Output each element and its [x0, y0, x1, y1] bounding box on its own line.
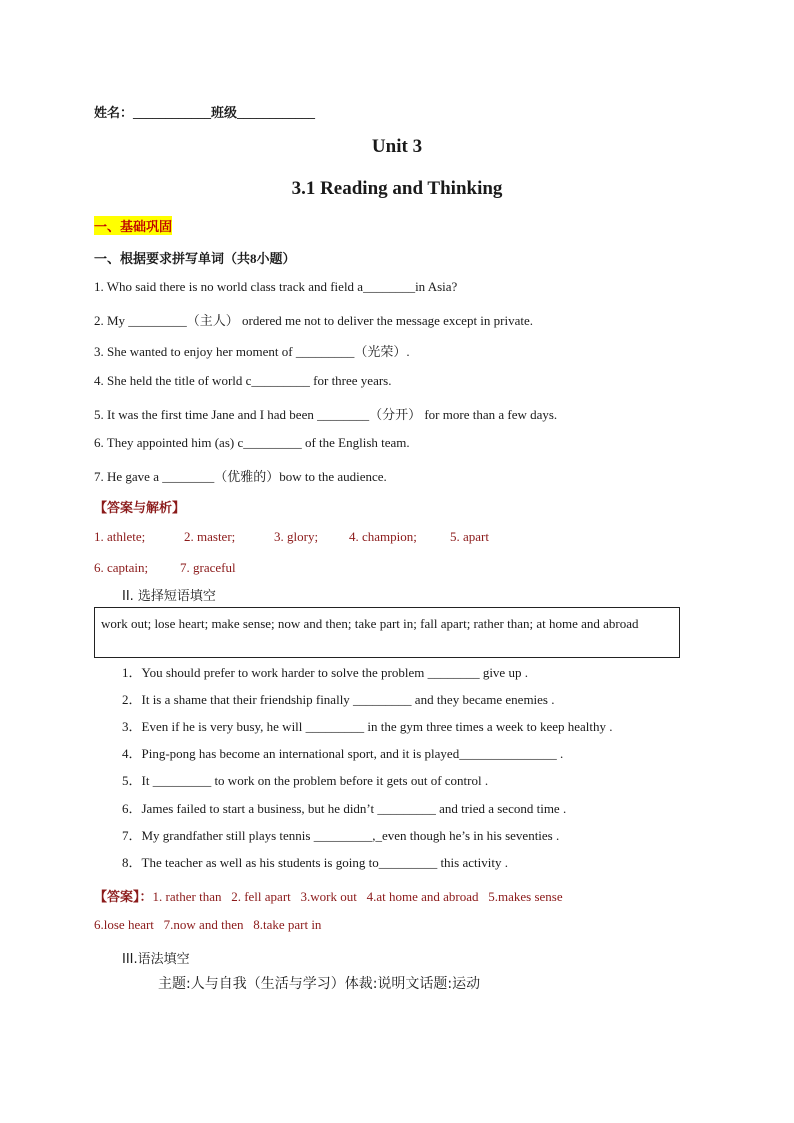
answer-1: 1. athlete;: [94, 529, 146, 544]
answer-analysis-label: 【答案与解析】: [94, 500, 186, 515]
phrase-box: [94, 607, 680, 658]
question-4: 4. She held the title of world c_________ for three years.: [94, 373, 392, 388]
unit-title: Unit 3: [371, 136, 423, 157]
lesson-title: 3.1 Reading and Thinking: [291, 178, 503, 199]
phrase-question-6: 6．James failed to start a business, but he didn’t _________ and tried a second time .: [122, 801, 567, 816]
phrase-question-5: 5．It _________ to work on the problem before it gets out of control .: [122, 773, 489, 788]
question-3: 3. She wanted to enjoy her moment of _________（光荣）.: [94, 344, 410, 359]
phrase-question-3: 3．Even if he is very busy, he will _________ in the gym three times a week to keep healthy .: [122, 719, 613, 734]
question-1: 1. Who said there is no world class track and field a________in Asia?: [94, 279, 458, 294]
answer-label: 【答案】：: [94, 889, 153, 904]
phrase-answers-line-1: [94, 886, 563, 905]
answer-3: 3. glory;: [274, 529, 319, 544]
question-7: 7. He gave a ________（优雅的）bow to the audience.: [94, 469, 387, 484]
answer-7: 7. graceful: [180, 560, 236, 575]
question-2: 2. My _________（主人） ordered me not to deliver the message except in private.: [94, 313, 534, 328]
phrase-answers-line-2: 6.lose heart 7.now and then 8.take part in: [94, 917, 322, 932]
phrase-answers-1-5: 1. rather than 2. fell apart 3.work out 4.at home and abroad 5.makes sense: [152, 889, 563, 904]
section2-title: II. 选择短语填空: [122, 589, 216, 604]
answer-4: 4. champion;: [349, 529, 417, 544]
question-6: 6. They appointed him (as) c_________ of the English team.: [94, 435, 410, 450]
answer-5: 5. apart: [450, 529, 489, 544]
answer-6: 6. captain;: [94, 560, 149, 575]
phrase-question-7: 7．My grandfather still plays tennis _________,_even though he’s in his seventies .: [122, 828, 560, 843]
answer-2: 2. master;: [184, 529, 236, 544]
phrase-question-2: 2．It is a shame that their friendship finally _________ and they became enemies .: [122, 692, 555, 707]
section3-subtitle: 主题:人与自我（生活与学习）体裁:说明文话题:运动: [158, 976, 481, 992]
section3-title: III.语法填空: [122, 952, 190, 967]
phrase-question-1: 1．You should prefer to work harder to solve the problem ________ give up .: [122, 665, 528, 680]
part1-title: 一、根据要求拼写单词（共8小题）: [94, 251, 296, 266]
question-5: 5. It was the first time Jane and I had been ________（分开） for more than a few days.: [94, 407, 558, 422]
phrase-list: work out; lose heart; make sense; now and then; take part in; fall apart; rather than; at home and abroad: [101, 616, 639, 631]
phrase-question-4: 4．Ping-pong has become an international sport, and it is played_______________ .: [122, 746, 564, 761]
name-class-line: 姓名：____________班级____________: [94, 105, 316, 120]
section-label-basics: 一、基础巩固: [94, 216, 172, 235]
phrase-question-8: 8．The teacher as well as his students is going to_________ this activity .: [122, 855, 508, 870]
